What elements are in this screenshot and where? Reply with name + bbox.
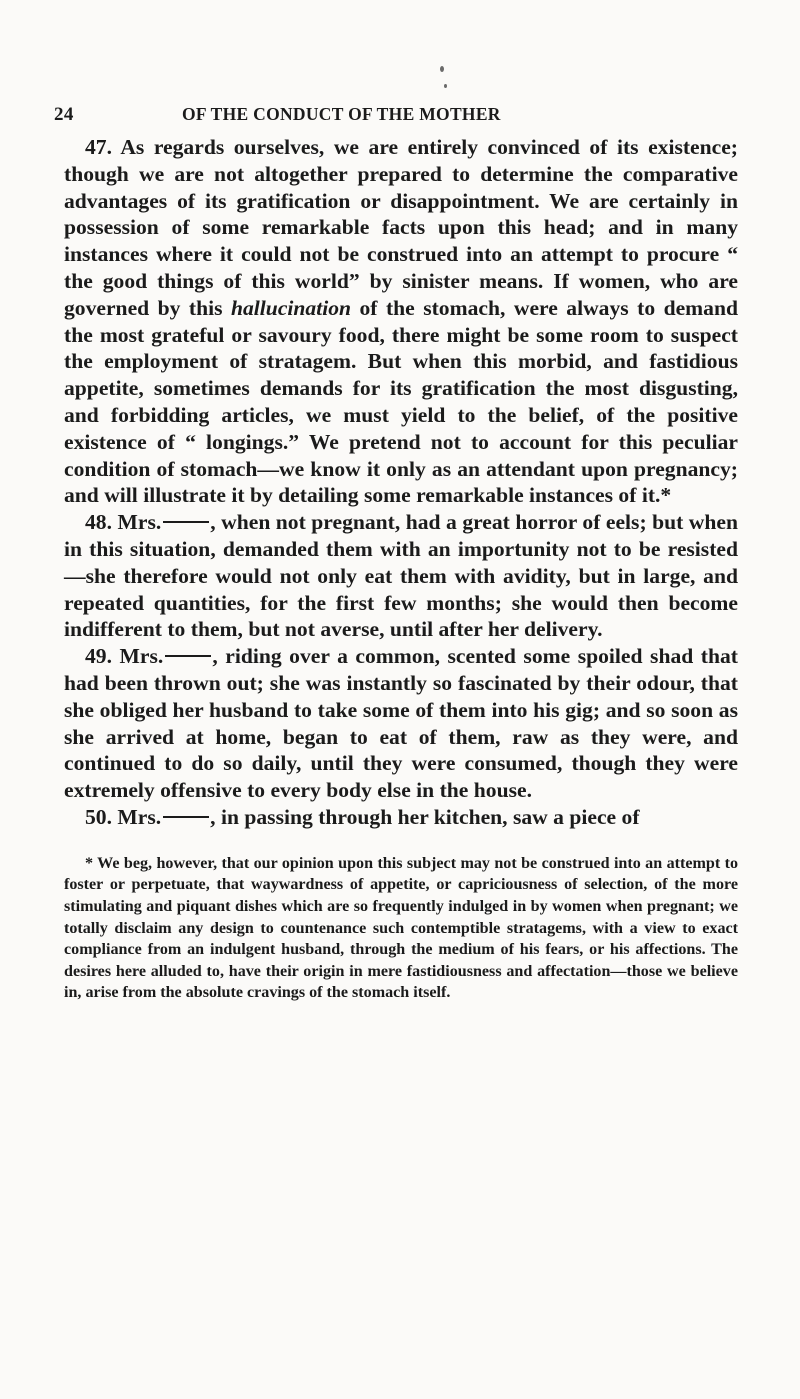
paragraph-text: , in passing through her kitchen, saw a piece of — [210, 804, 640, 829]
paragraph-text: of the stomach, were always to demand the most grateful or savoury food, there might be some room to suspect the employment of stratagem. But when this morbid, and fastidious appetite, sometimes demands for its gratification the most disgusting, and forbidding articles, we must yield to the belief, of the positive existence of “ longings.” We pretend not to account for this peculiar condition of stomach—we know it only as an attendant upon pregnancy; and will illustrate it by detailing some remarkable instances of it.* — [64, 295, 738, 508]
footnote-text: * We beg, however, that our opinion upon this subject may not be construed into an attempt to foster or perpetuate, that waywardness of appetite, or capriciousness of selection, of the more stimulating and piquant dishes which are so frequently indulged in by women when pregnant; we totally disclaim any design to countenance such contemptible stratagems, with a view to exact compliance from an indulgent husband, through the medium of his fears, or his affections. The desires here alluded to, have their origin in mere fastidiousness and affectation—those we believe in, arise from the absolute cravings of the stomach itself. — [64, 854, 738, 1002]
paragraph-text: , when not pregnant, had a great horror of eels; but when in this situation, demanded them with an importunity not to be resisted—she therefore would not only eat them with avidity, but in large, and repeated quantities, for the first few months; she would then become indifferent to them, but not averse, until after her delivery. — [64, 510, 738, 642]
paragraph-number: 49. — [85, 644, 112, 669]
name-omission-dash — [163, 816, 209, 818]
name-omission-dash — [165, 655, 211, 657]
name-omission-dash — [163, 521, 209, 523]
emphasis-term: hallucination — [231, 295, 352, 320]
paragraph-number: 50. — [85, 804, 112, 829]
paragraph-text: Mrs. — [112, 510, 162, 535]
running-head — [54, 104, 738, 128]
body-text — [64, 134, 738, 831]
ink-speck — [440, 66, 444, 72]
running-title: OF THE CONDUCT OF THE MOTHER — [182, 104, 501, 124]
paragraph-text: Mrs. — [112, 804, 162, 829]
paragraph-48 — [64, 509, 738, 643]
paragraph-50 — [64, 804, 738, 831]
paragraph-47 — [64, 134, 738, 509]
paragraph-text: , riding over a common, scented some spoiled shad that had been thrown out; she was instantly so fascinated by their odour, that she obliged her husband to take some of them into his gig; and so soon as she arrived at home, began to eat of them, raw as they were, and continued to do so daily, until they were consumed, though they were extremely offensive to every body else in the house. — [64, 644, 738, 803]
ink-speck — [444, 84, 447, 88]
paragraph-number: 47. — [85, 135, 112, 159]
paragraph-number: 48. — [85, 510, 112, 535]
page-number: 24 — [54, 104, 74, 125]
footnote — [64, 853, 738, 1004]
paragraph-text: As regards ourselves, we are entirely convinced of its existence; though we are not altogether prepared to determine the comparative advantages of its gratification or disappointment. We are certainly in possession of some remarkable facts upon this head; and in many instances where it could not be construed into an attempt to procure “ the good things of this world” by sinister means. If women, who are governed by this — [64, 135, 738, 320]
paragraph-49 — [64, 643, 738, 804]
paragraph-text: Mrs. — [112, 644, 164, 669]
